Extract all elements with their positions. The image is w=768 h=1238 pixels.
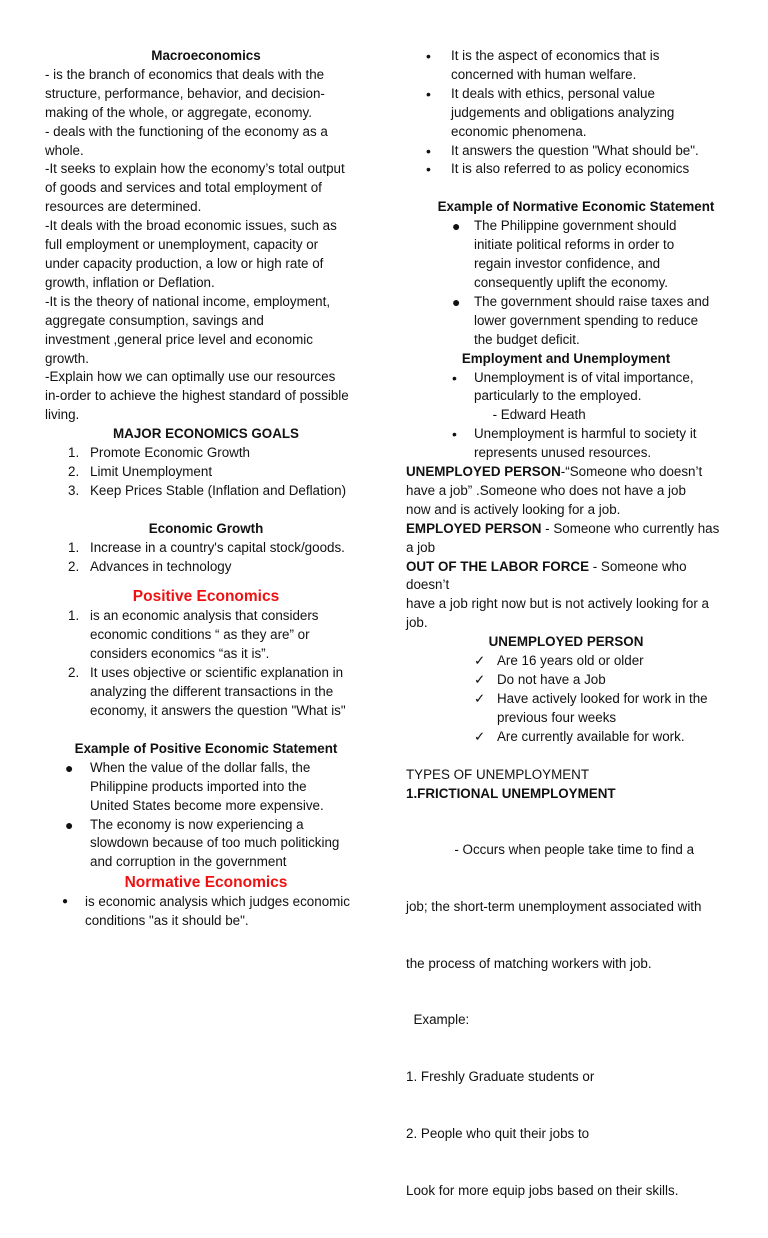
list-item-text: Are currently available for work. [497, 728, 685, 744]
positive-example-heading: Example of Positive Economic Statement [74, 740, 338, 756]
list-item-text: It deals with ethics, personal value [451, 85, 655, 101]
list-item-text: Promote Economic Growth [90, 445, 251, 461]
text-line: -It is the theory of national income, employment, [45, 293, 331, 309]
definition-unemployed [406, 463, 726, 520]
bullet-icon: • [452, 369, 457, 386]
text-line: full employment or unemployment, capacity or [45, 237, 319, 253]
text-line: - Occurs when people take time to find a [406, 842, 695, 858]
list-item [406, 728, 726, 747]
bullet-icon: ● [65, 759, 74, 776]
list-item-text: The Philippine government should [474, 218, 677, 234]
list-item [406, 217, 726, 293]
list-item-text: regain investor confidence, and [474, 256, 661, 272]
list-item-text: Unemployment is of vital importance, [474, 369, 694, 385]
list-item [45, 482, 367, 501]
text-line: -It seeks to explain how the economy’s total output [45, 161, 345, 177]
economic-growth-heading: Economic Growth [148, 520, 264, 536]
text-line: of goods and services and total employment of [45, 180, 322, 196]
normative-points-list [406, 47, 726, 179]
unemployed-person-heading: UNEMPLOYED PERSON [488, 634, 644, 650]
list-item [406, 142, 726, 161]
list-item [406, 47, 726, 85]
list-item [406, 425, 726, 463]
list-marker: 2. [68, 665, 80, 681]
bullet-icon: • [426, 48, 431, 64]
text-line: whole. [45, 142, 84, 158]
list-item [406, 690, 726, 728]
definition-employed [406, 520, 726, 558]
list-item-text: particularly to the employed. [474, 388, 642, 404]
bullet-icon: • [452, 426, 457, 443]
definition-text: “Someone who doesn’t [565, 464, 703, 480]
definition-term: EMPLOYED PERSON [406, 520, 542, 536]
text-line: the process of matching workers with job. [406, 955, 652, 971]
list-item-text: It is the aspect of economics that is [451, 48, 660, 63]
list-item-text: consequently uplift the economy. [474, 274, 669, 290]
list-item [45, 607, 367, 664]
list-item-text: - Edward Heath [474, 407, 586, 423]
text-line: living. [45, 407, 80, 423]
positive-example-list [45, 759, 367, 872]
normative-example-heading: Example of Normative Economic Statement [437, 199, 715, 215]
definition-term: OUT OF THE LABOR FORCE [406, 558, 589, 574]
list-item [45, 558, 367, 577]
checkmark-icon: ✓ [474, 653, 486, 669]
normative-economics-heading: Normative Economics [124, 874, 288, 892]
definition-text: Someone who doesn’t [406, 558, 687, 593]
text-line: making of the whole, or aggregate, economy. [45, 104, 312, 120]
list-item-text: Do not have a Job [497, 672, 606, 687]
list-marker: 1. [68, 608, 80, 624]
text-line: 1. Freshly Graduate students or [406, 1069, 595, 1085]
bullet-icon: • [426, 142, 431, 159]
bullet-icon: ● [62, 896, 69, 908]
list-item-text: is economic analysis which judges economic [85, 894, 350, 910]
types-heading: TYPES OF UNEMPLOYMENT [406, 766, 590, 782]
definition-text: a job [406, 539, 436, 555]
list-item-text: economic conditions “ as they are” or [90, 627, 310, 643]
definition-out-of-labor-force [406, 558, 726, 634]
normative-example-list [406, 217, 726, 349]
list-item-text: Advances in technology [90, 558, 232, 574]
right-column [406, 47, 726, 1238]
list-item-text: judgements and obligations analyzing [451, 104, 675, 120]
list-item-text: and corruption in the government [90, 854, 287, 870]
definition-separator: - [560, 464, 566, 480]
text-line: in-order to achieve the highest standard of possible [45, 388, 349, 404]
employment-heading: Employment and Unemployment [461, 350, 671, 366]
text-line: structure, performance, behavior, and decision- [45, 85, 325, 101]
definition-term: UNEMPLOYED PERSON [406, 464, 561, 480]
list-item-text: concerned with human welfare. [451, 66, 637, 82]
list-item-text: the budget deficit. [474, 331, 580, 347]
list-item-text: economy, it answers the question "What is" [90, 703, 346, 718]
list-item-text: United States become more expensive. [90, 797, 324, 813]
list-item-text: is an economic analysis that considers [90, 608, 319, 624]
text-line: resources are determined. [45, 199, 202, 215]
list-item-text: lower government spending to reduce [474, 312, 699, 328]
list-item [406, 85, 726, 142]
text-line: under capacity production, a low or high rate of [45, 255, 324, 271]
text-line: investment ,general price level and economic [45, 331, 313, 347]
list-item [406, 652, 726, 671]
list-item [406, 369, 726, 426]
list-marker: 2. [68, 463, 80, 479]
definition-text: now and is actively looking for a job. [406, 501, 621, 517]
list-item [45, 893, 367, 931]
text-line: aggregate consumption, savings and [45, 312, 264, 328]
list-item-text: represents unused resources. [474, 445, 652, 461]
major-goals-heading: MAJOR ECONOMICS GOALS [113, 426, 299, 442]
definition-text: Someone who currently has [553, 520, 720, 536]
list-item [45, 759, 367, 816]
list-marker: 1. [68, 539, 80, 555]
checkmark-icon: ✓ [474, 690, 486, 706]
frictional-heading: 1.FRICTIONAL UNEMPLOYMENT [406, 785, 616, 801]
text-line: -Explain how we can optimally use our resources [45, 369, 336, 385]
list-item [45, 816, 367, 873]
text-line: growth. [45, 350, 89, 366]
definition-text: job. [406, 615, 428, 631]
checkmark-icon: ✓ [474, 672, 486, 687]
list-item-text: Have actively looked for work in the [497, 690, 708, 706]
list-item-text: considers economics “as it is”. [90, 646, 270, 662]
left-column [45, 47, 367, 931]
macroeconomics-heading: Macroeconomics [151, 48, 261, 63]
bullet-icon: • [426, 85, 431, 102]
positive-economics-heading: Positive Economics [132, 588, 280, 606]
list-item-text: It answers the question "What should be". [451, 142, 699, 158]
list-item [45, 539, 367, 558]
major-goals-list [45, 444, 367, 501]
list-item-text: The economy is now experiencing a [90, 816, 304, 832]
list-item-text: Philippine products imported into the [90, 778, 307, 794]
bullet-icon: • [426, 161, 431, 178]
definition-separator: - [589, 558, 601, 574]
bullet-icon: ● [452, 293, 461, 310]
definition-text: have a job right now but is not actively looking for a [406, 596, 709, 612]
employment-list [406, 369, 726, 464]
list-item-text: analyzing the different transactions in the [90, 684, 334, 700]
list-item [406, 671, 726, 690]
checkmark-icon: ✓ [474, 728, 486, 744]
definition-text: have a job” .Someone who does not have a job [406, 482, 686, 498]
text-line: -It deals with the broad economic issues, such as [45, 218, 337, 234]
bullet-icon: ● [452, 218, 461, 235]
text-line: - deals with the functioning of the economy as a [45, 123, 328, 139]
list-item-text: When the value of the dollar falls, the [90, 759, 311, 775]
text-line: Look for more equip jobs based on their skills. [406, 1182, 679, 1198]
economic-growth-list [45, 539, 367, 577]
list-item-text: Are 16 years old or older [497, 653, 644, 669]
unemployed-criteria-list [406, 652, 726, 747]
list-item-text: Unemployment is harmful to society it [474, 426, 697, 442]
list-item [45, 463, 367, 482]
bullet-icon: ● [65, 816, 74, 833]
positive-economics-list [45, 607, 367, 720]
macroeconomics-text [45, 66, 367, 425]
list-item-text: previous four weeks [497, 709, 617, 725]
list-marker: 1. [68, 445, 80, 461]
list-item [45, 664, 367, 721]
list-item [406, 293, 726, 350]
normative-economics-list [45, 893, 367, 931]
list-item-text: initiate political reforms in order to [474, 237, 675, 253]
text-line: growth, inflation or Deflation. [45, 274, 215, 290]
text-line: 2. People who quit their jobs to [406, 1125, 590, 1141]
list-item-text: slowdown because of too much politicking [90, 835, 340, 851]
list-item-text: The government should raise taxes and [474, 293, 710, 309]
list-item-text: economic phenomena. [451, 123, 587, 139]
definition-separator: - [541, 520, 554, 536]
list-item-text: It is also referred to as policy economics [451, 161, 690, 177]
list-item-text: Keep Prices Stable (Inflation and Deflation) [90, 482, 347, 498]
frictional-text [406, 803, 726, 1238]
text-line: - is the branch of economics that deals with the [45, 66, 325, 82]
list-item-text: Limit Unemployment [90, 463, 213, 479]
list-item-text: conditions "as it should be". [85, 913, 249, 929]
text-line: Example: [406, 1012, 470, 1028]
list-item [406, 160, 726, 179]
text-line: job; the short-term unemployment associated with [406, 898, 702, 914]
list-item-text: Increase in a country's capital stock/goods. [90, 539, 345, 555]
list-marker: 2. [68, 558, 80, 574]
list-marker: 3. [68, 482, 80, 498]
definitions [406, 463, 726, 633]
list-item [45, 444, 367, 463]
list-item-text: It uses objective or scientific explanation in [90, 665, 344, 681]
